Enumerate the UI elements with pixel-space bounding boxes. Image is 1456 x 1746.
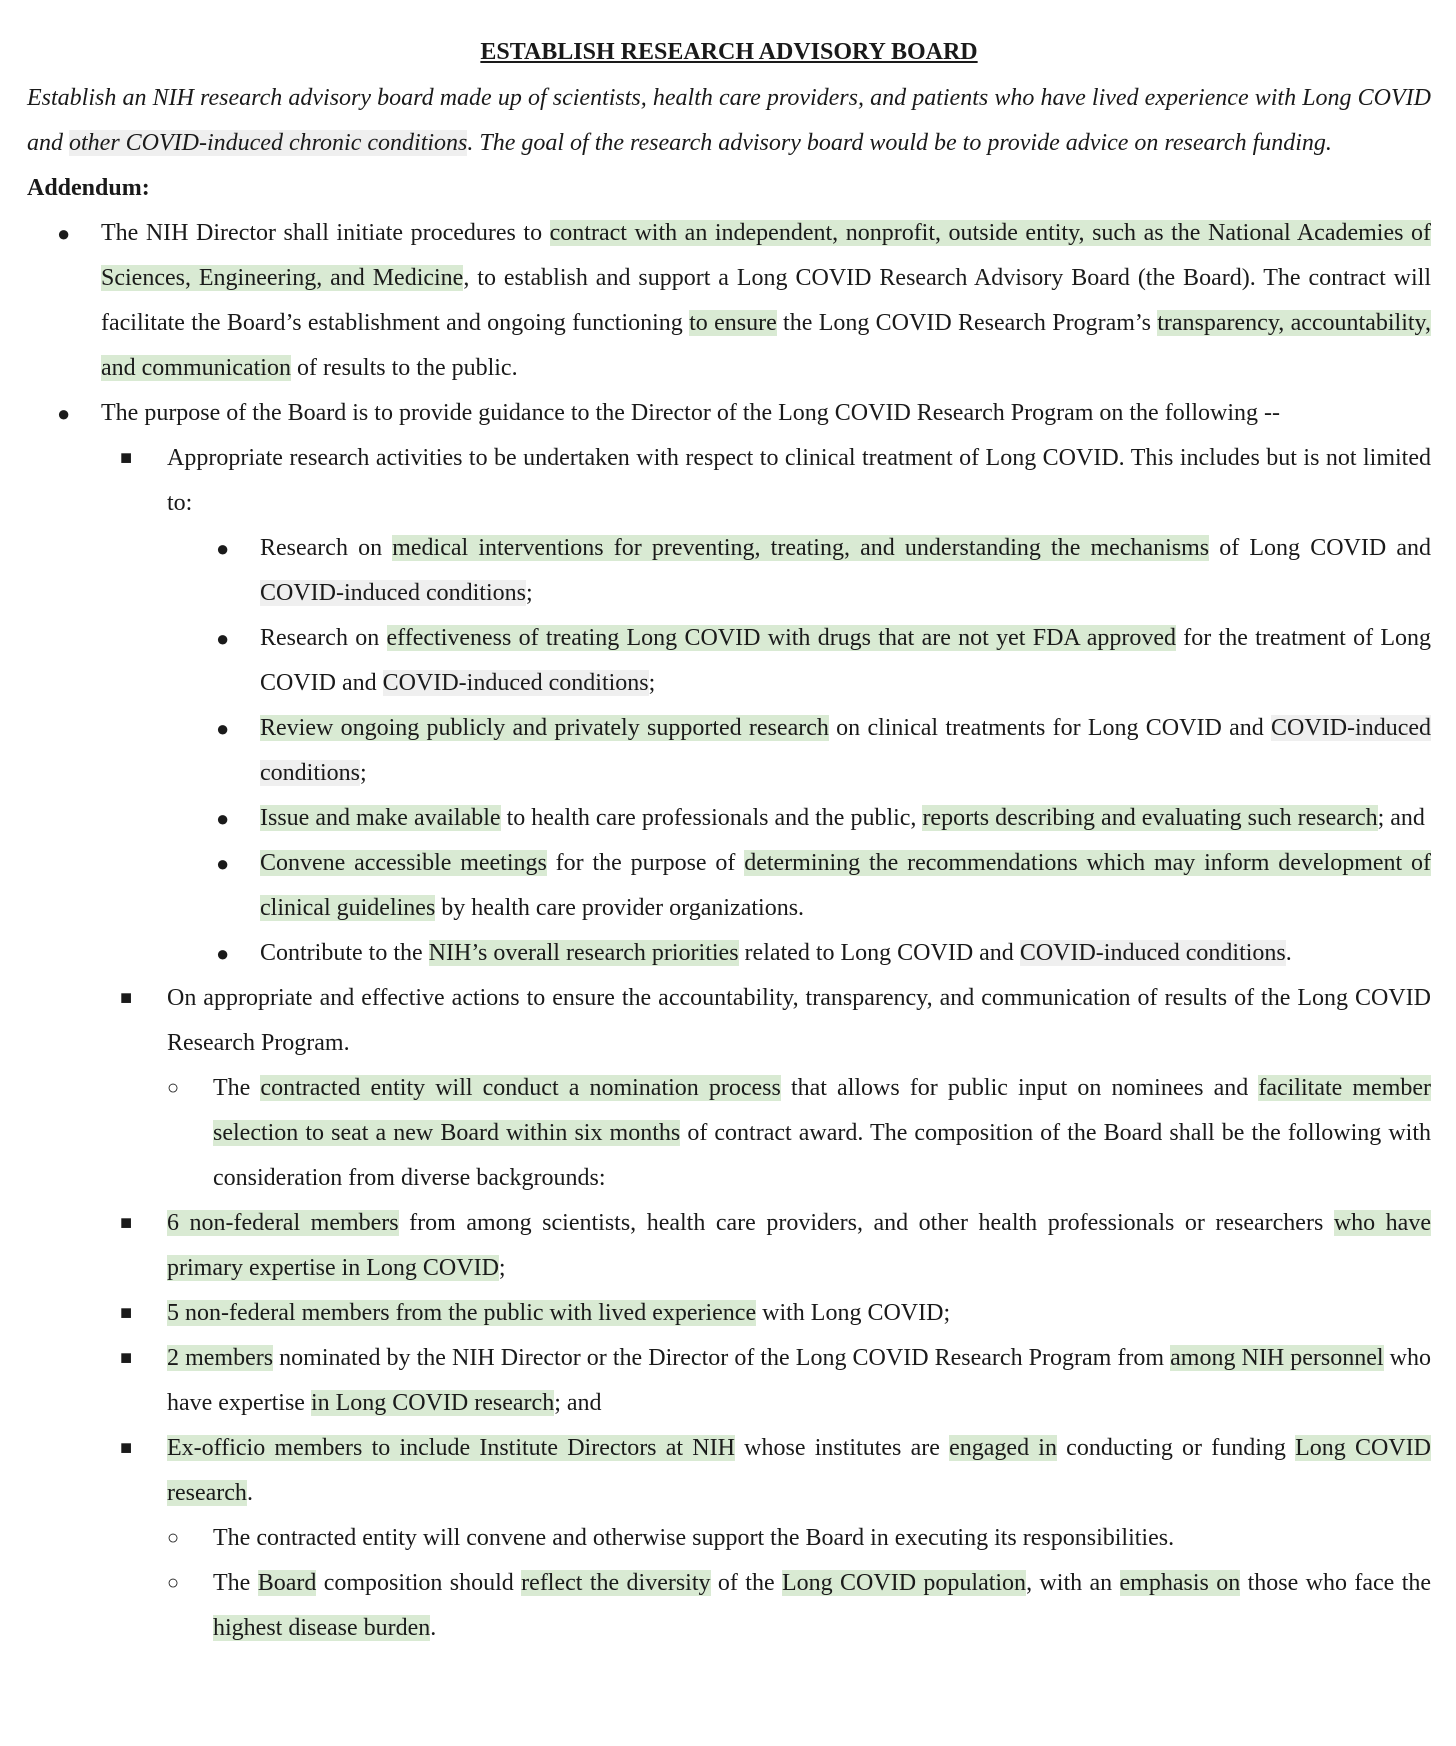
text: ; xyxy=(648,670,656,696)
text: related to Long COVID and xyxy=(738,940,1020,966)
accountability-list xyxy=(27,976,1431,1066)
list-item xyxy=(27,1561,1431,1651)
text: nominated by the NIH Director or the Director of the Long COVID Research Program from xyxy=(273,1345,1171,1371)
highlight: to ensure xyxy=(689,310,777,336)
text: The purpose of the Board is to provide guidance to the Director of the Long COVID Research Program on the following -- xyxy=(101,400,1281,426)
list-item xyxy=(27,211,1431,391)
list-item xyxy=(27,1336,1431,1426)
intro-text: . The goal of the research advisory board would be to provide advice on research funding. xyxy=(467,130,1332,156)
list-item xyxy=(27,796,1431,841)
highlight: reflect the diversity xyxy=(521,1570,711,1596)
bullet-disc-icon: ● xyxy=(57,221,71,246)
text: The xyxy=(213,1075,261,1101)
text: Contribute to the xyxy=(260,940,429,966)
highlight: Long COVID research xyxy=(167,1435,1431,1506)
text: the Long COVID Research Program’s xyxy=(776,310,1158,336)
list-item xyxy=(27,706,1431,796)
text: of contract award. The composition of the Board shall be the following with consideration from diverse backgrounds: xyxy=(213,1120,1431,1191)
highlight: Long COVID population xyxy=(781,1570,1027,1596)
text: by health care provider organizations. xyxy=(435,895,805,921)
highlight: 5 non-federal members from the public with lived experience xyxy=(167,1300,757,1326)
bullet-circle-icon: ○ xyxy=(167,1077,180,1099)
bullet-circle-icon: ○ xyxy=(167,1572,180,1594)
text: for the treatment of Long COVID and xyxy=(260,625,1432,696)
text: The contracted entity will convene and otherwise support the Board in executing its responsibilities. xyxy=(213,1525,1175,1551)
text: of Long COVID and xyxy=(1209,535,1431,561)
bullet-disc-icon: ● xyxy=(216,716,230,741)
text: Appropriate research activities to be undertaken with respect to clinical treatment of Long COVID. This includes but is not limited to: xyxy=(167,445,1431,516)
highlight: Ex-officio members to include Institute Directors at NIH xyxy=(167,1435,735,1461)
intro-gray-highlight: other COVID-induced chronic conditions xyxy=(69,130,468,156)
bullet-disc-icon: ● xyxy=(216,941,230,966)
highlight: Convene accessible meetings xyxy=(260,850,547,876)
highlight: highest disease burden xyxy=(213,1615,431,1641)
highlight: contract with an independent, nonprofit, outside entity, such as the National Academies of Sciences, Engineering, and Medicine xyxy=(101,220,1431,291)
highlight: NIH’s overall research priorities xyxy=(428,940,739,966)
bullet-square-icon: ■ xyxy=(120,1347,133,1369)
list-item xyxy=(27,391,1431,436)
bullet-square-icon: ■ xyxy=(120,1212,133,1234)
text: . xyxy=(1285,940,1292,966)
text: of the xyxy=(710,1570,782,1596)
gray-highlight: COVID-induced conditions xyxy=(1019,940,1286,966)
text: ; and xyxy=(1377,805,1425,831)
bullet-disc-icon: ● xyxy=(216,851,230,876)
list-item xyxy=(27,1291,1431,1336)
bullet-square-icon: ■ xyxy=(120,1302,133,1324)
text: composition should xyxy=(316,1570,522,1596)
text: ; and xyxy=(554,1390,602,1416)
list-item xyxy=(27,976,1431,1066)
highlight: who have primary expertise in Long COVID xyxy=(167,1210,1431,1281)
text: on clinical treatments for Long COVID and xyxy=(828,715,1272,741)
gray-highlight: COVID-induced conditions xyxy=(260,580,526,606)
text: of results to the public. xyxy=(290,355,518,381)
text: to health care professionals and the public, xyxy=(500,805,923,831)
highlight: Review ongoing publicly and privately supported research xyxy=(260,715,829,741)
bullet-disc-icon: ● xyxy=(216,536,230,561)
text: conducting or funding xyxy=(1056,1435,1296,1461)
highlight: facilitate member selection to seat a new Board within six months xyxy=(213,1075,1432,1146)
list-item xyxy=(27,1426,1431,1516)
highlight: among NIH personnel xyxy=(1170,1345,1384,1371)
document-title: ESTABLISH RESEARCH ADVISORY BOARD xyxy=(480,39,978,65)
gray-highlight: COVID-induced conditions xyxy=(382,670,649,696)
text: The NIH Director shall initiate procedures to xyxy=(101,220,550,246)
text: . xyxy=(430,1615,437,1641)
text: On appropriate and effective actions to ensure the accountability, transparency, and communication of results of the Long COVID Research Program. xyxy=(167,985,1431,1056)
highlight: in Long COVID research xyxy=(310,1390,555,1416)
nomination-list xyxy=(27,1066,1431,1201)
addendum-label: Addendum: xyxy=(27,175,150,201)
text: ; xyxy=(525,580,533,606)
text: . xyxy=(246,1480,253,1506)
highlight: reports describing and evaluating such research xyxy=(922,805,1378,831)
text: for the purpose of xyxy=(546,850,745,876)
highlight: 2 members xyxy=(167,1345,274,1371)
text: Research on xyxy=(260,625,387,651)
composition-list xyxy=(27,1201,1431,1516)
text: ; xyxy=(498,1255,506,1281)
research-activities-list xyxy=(27,526,1431,976)
text: from among scientists, health care providers, and other health professionals or researchers xyxy=(398,1210,1334,1236)
text: whose institutes are xyxy=(734,1435,950,1461)
gray-highlight: COVID-induced conditions xyxy=(260,715,1431,786)
text: Research on xyxy=(260,535,393,561)
bullet-disc-icon: ● xyxy=(216,626,230,651)
text: , to establish and support a Long COVID Research Advisory Board (the Board). The contract will facilitate the Board’s establishment and ongoing functioning xyxy=(101,265,1431,336)
list-item xyxy=(27,616,1431,706)
text: , with an xyxy=(1026,1570,1120,1596)
text: that allows for public input on nominees and xyxy=(780,1075,1259,1101)
list-item xyxy=(27,526,1431,616)
highlight: determining the recommendations which may inform development of clinical guidelines xyxy=(260,850,1431,921)
intro-paragraph xyxy=(27,76,1431,166)
list-item xyxy=(27,436,1431,526)
highlight: contracted entity will conduct a nomination process xyxy=(260,1075,781,1101)
text: who have expertise xyxy=(167,1345,1431,1416)
text: ; xyxy=(360,760,367,786)
text: with Long COVID; xyxy=(756,1300,951,1326)
list-item xyxy=(27,931,1431,976)
text: The xyxy=(213,1570,258,1596)
list-item xyxy=(27,1066,1431,1201)
support-list xyxy=(27,1516,1431,1651)
bullet-square-icon: ■ xyxy=(120,447,133,469)
highlight: emphasis on xyxy=(1119,1570,1241,1596)
highlight: transparency, accountability, and communication xyxy=(101,310,1431,381)
bullet-disc-icon: ● xyxy=(57,401,71,426)
bullet-square-icon: ■ xyxy=(120,1437,133,1459)
text: those who face the xyxy=(1240,1570,1432,1596)
highlight: medical interventions for preventing, treating, and understanding the mechanisms xyxy=(392,535,1210,561)
highlight: engaged in xyxy=(949,1435,1057,1461)
bullet-circle-icon: ○ xyxy=(167,1527,180,1549)
highlight: 6 non-federal members xyxy=(167,1210,399,1236)
purpose-list xyxy=(27,436,1431,526)
list-item xyxy=(27,1201,1431,1291)
bullet-disc-icon: ● xyxy=(216,806,230,831)
list-item xyxy=(27,1516,1431,1561)
list-item xyxy=(27,841,1431,931)
highlight: Board xyxy=(257,1570,317,1596)
intro-text: Establish an NIH research advisory board made up of scientists, health care providers, and patients who have lived experience with Long COVID and xyxy=(27,85,1431,156)
highlight: effectiveness of treating Long COVID with drugs that are not yet FDA approved xyxy=(386,625,1176,651)
addendum-list xyxy=(27,211,1431,436)
highlight: Issue and make available xyxy=(260,805,501,831)
bullet-square-icon: ■ xyxy=(120,987,133,1009)
